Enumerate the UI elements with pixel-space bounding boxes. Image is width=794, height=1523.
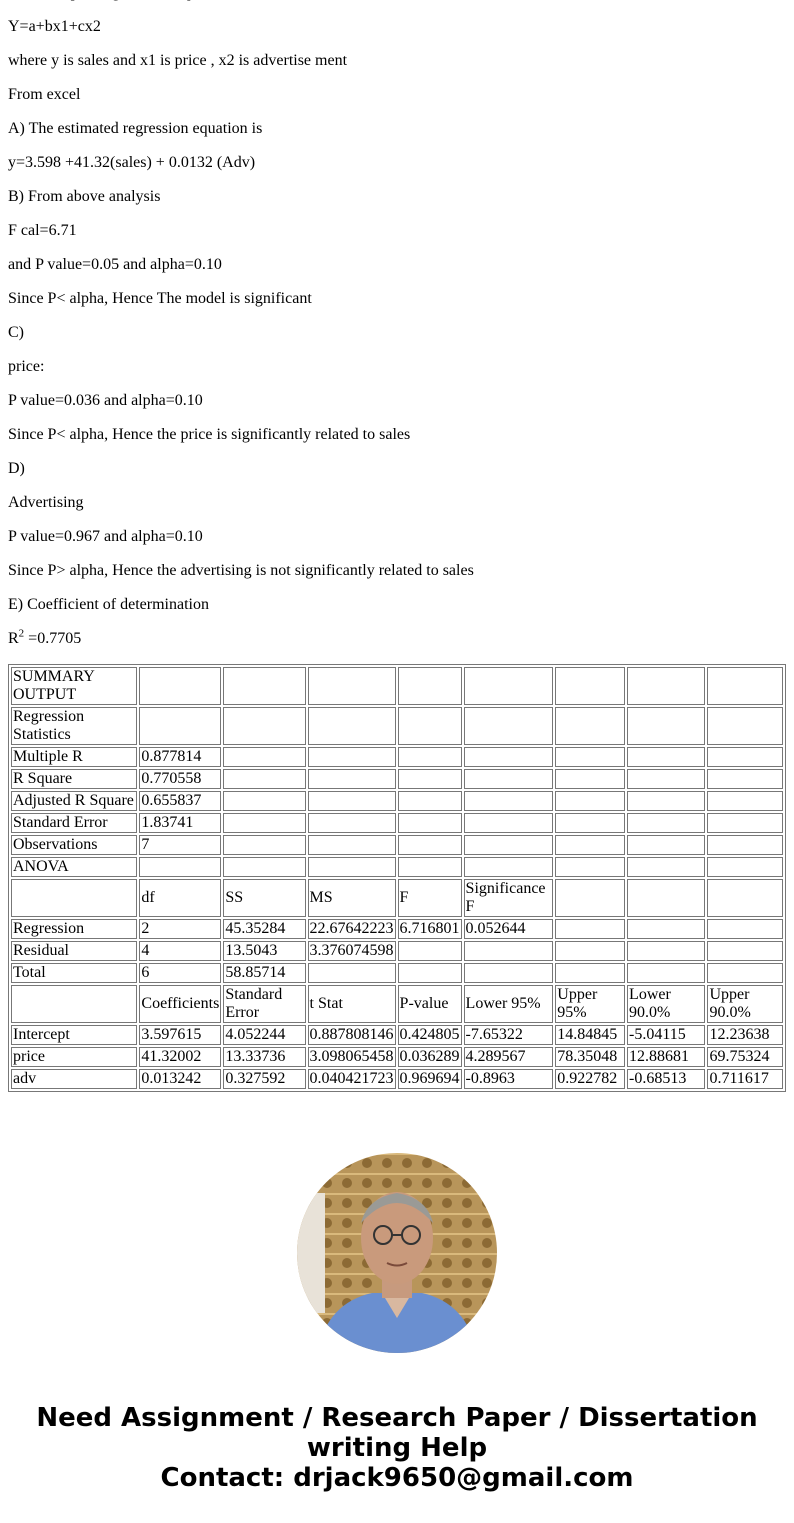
paragraph: E) Coefficient of determination — [8, 596, 209, 613]
table-cell — [464, 667, 554, 705]
footer-contact: Contact: drjack9650@gmail.com — [160, 1463, 634, 1493]
table-cell — [627, 879, 705, 917]
table-cell — [223, 791, 305, 811]
table-cell: 4 — [139, 941, 221, 961]
table-cell — [707, 919, 783, 939]
table-cell — [707, 791, 783, 811]
table-cell — [223, 667, 305, 705]
table-cell — [398, 813, 462, 833]
table-cell — [627, 835, 705, 855]
footer-line-2: writing Help — [306, 1433, 488, 1463]
table-cell: 7 — [139, 835, 221, 855]
table-cell — [223, 813, 305, 833]
table-cell — [464, 941, 554, 961]
paragraph: and P value=0.05 and alpha=0.10 — [8, 256, 222, 273]
paragraph: P value=0.967 and alpha=0.10 — [8, 528, 203, 545]
table-cell — [707, 707, 783, 745]
table-cell — [139, 667, 221, 705]
table-cell — [555, 769, 625, 789]
table-cell — [627, 747, 705, 767]
table-cell: 0.655837 — [139, 791, 221, 811]
table-cell: 0.327592 — [223, 1069, 305, 1089]
paragraph: Since P< alpha, Hence The model is significant — [8, 290, 312, 307]
paragraph: D) — [8, 460, 25, 477]
table-cell: 0.052644 — [464, 919, 554, 939]
table-cell: -0.68513 — [627, 1069, 705, 1089]
table-cell — [464, 835, 554, 855]
table-cell — [555, 941, 625, 961]
table-cell — [464, 813, 554, 833]
footer-line-1: Need Assignment / Research Paper / Dissertation — [36, 1403, 758, 1433]
table-cell: R Square — [11, 769, 137, 789]
paragraph: Y=a+bx1+cx2 — [8, 18, 101, 35]
paragraph: C) — [8, 324, 24, 341]
answer-text — [8, 0, 786, 614]
table-cell: Lower 90.0% — [627, 985, 705, 1023]
table-cell: 3.376074598 — [309, 942, 394, 959]
table-cell — [707, 769, 783, 789]
table-cell — [398, 835, 462, 855]
table-row — [11, 941, 783, 961]
table-row — [11, 707, 783, 745]
table-cell — [398, 791, 462, 811]
document-body — [8, 0, 786, 1092]
table-cell — [555, 813, 625, 833]
table-cell — [627, 791, 705, 811]
table-cell: SS — [223, 879, 305, 917]
table-cell — [139, 707, 221, 745]
table-cell: 13.5043 — [223, 941, 305, 961]
table-cell — [555, 857, 625, 877]
table-cell — [464, 963, 554, 983]
table-cell: 78.35048 — [555, 1047, 625, 1067]
table-row — [11, 985, 783, 1023]
table-cell — [308, 963, 396, 983]
table-cell: 0.877814 — [139, 747, 221, 767]
table-cell: df — [139, 879, 221, 917]
table-cell — [11, 985, 137, 1023]
table-cell: 22.67642223 — [309, 920, 394, 937]
table-cell: price — [11, 1047, 137, 1067]
footer-banner — [0, 1403, 794, 1493]
table-cell — [555, 667, 625, 705]
table-cell — [398, 707, 462, 745]
table-cell — [308, 667, 396, 705]
table-cell: F — [398, 879, 462, 917]
table-cell: Standard Error — [223, 985, 305, 1023]
table-cell — [627, 813, 705, 833]
table-cell: Upper 95% — [555, 985, 625, 1023]
table-cell: 12.88681 — [627, 1047, 705, 1067]
r-squared-line: $R^2 =0.7705$ — [8, 627, 82, 647]
table-cell — [464, 707, 554, 745]
table-cell: -7.65322 — [464, 1025, 554, 1045]
table-cell: 3.098065458 — [309, 1048, 394, 1065]
table-cell — [707, 879, 783, 917]
table-cell: Adjusted R Square — [11, 791, 137, 811]
table-cell: Standard Error — [11, 813, 137, 833]
paragraph: From excel — [8, 86, 81, 103]
paragraph: A) The estimated regression equation is — [8, 120, 263, 137]
table-cell — [308, 791, 396, 811]
table-cell: Residual — [11, 941, 137, 961]
table-cell — [223, 747, 305, 767]
table-cell — [555, 747, 625, 767]
table-cell: 0.013242 — [139, 1069, 221, 1089]
table-cell: 6 — [139, 963, 221, 983]
table-cell: ANOVA — [11, 857, 137, 877]
table-row — [11, 747, 783, 767]
paragraph: B) From above analysis — [8, 188, 161, 205]
table-row — [11, 1069, 783, 1089]
paragraph: F cal=6.71 — [8, 222, 77, 239]
table-cell — [398, 747, 462, 767]
table-cell: Lower 95% — [464, 985, 554, 1023]
table-row — [11, 857, 783, 877]
table-cell: 41.32002 — [139, 1047, 221, 1067]
table-cell — [555, 963, 625, 983]
table-row — [11, 879, 783, 917]
table-cell — [555, 707, 625, 745]
table-cell: 45.35284 — [223, 919, 305, 939]
table-cell: 58.85714 — [223, 963, 305, 983]
table-cell — [139, 857, 221, 877]
table-cell: 14.84845 — [555, 1025, 625, 1045]
table-cell — [398, 667, 462, 705]
table-cell: Regression Statistics — [11, 707, 137, 745]
table-cell — [707, 963, 783, 983]
table-cell — [464, 769, 554, 789]
table-cell — [707, 941, 783, 961]
table-cell: 4.289567 — [464, 1047, 554, 1067]
table-cell: 0.036289 — [399, 1048, 460, 1065]
table-cell: 2 — [139, 919, 221, 939]
table-cell — [627, 919, 705, 939]
table-cell: 12.23638 — [707, 1025, 783, 1045]
table-row — [11, 919, 783, 939]
table-cell — [555, 791, 625, 811]
table-cell — [464, 791, 554, 811]
table-cell — [555, 879, 625, 917]
table-cell — [707, 835, 783, 855]
paragraph: Since P> alpha, Hence the advertising is not significantly related to sales — [8, 562, 474, 579]
table-cell: MS — [308, 879, 396, 917]
table-cell: 13.33736 — [223, 1047, 305, 1067]
table-cell — [223, 857, 305, 877]
table-cell — [308, 835, 396, 855]
table-row — [11, 1047, 783, 1067]
table-cell: 0.887808146 — [309, 1026, 394, 1043]
table-cell: 1.83741 — [139, 813, 221, 833]
table-cell — [223, 707, 305, 745]
table-cell: -5.04115 — [627, 1025, 705, 1045]
table-cell — [308, 769, 396, 789]
table-row — [11, 791, 783, 811]
table-cell — [707, 857, 783, 877]
table-cell: 0.424805 — [399, 1026, 460, 1043]
table-cell — [11, 879, 137, 917]
paragraph: where y is sales and x1 is price , x2 is advertise ment — [8, 52, 348, 69]
table-cell — [398, 857, 462, 877]
table-cell — [398, 963, 462, 983]
table-cell — [627, 857, 705, 877]
table-row — [11, 769, 783, 789]
table-row — [11, 1025, 783, 1045]
paragraph: price: — [8, 358, 45, 375]
table-cell — [555, 919, 625, 939]
table-cell — [627, 707, 705, 745]
table-cell: Observations — [11, 835, 137, 855]
paragraph: P value=0.036 and alpha=0.10 — [8, 392, 203, 409]
table-cell: -0.8963 — [464, 1069, 554, 1089]
table-row — [11, 667, 783, 705]
table-cell — [627, 667, 705, 705]
table-cell: 0.040421723 — [309, 1070, 394, 1087]
table-cell — [464, 747, 554, 767]
table-cell: Total — [11, 963, 137, 983]
table-cell — [464, 857, 554, 877]
table-cell — [308, 747, 396, 767]
summary-output-table — [8, 664, 786, 1092]
table-cell: 3.597615 — [139, 1025, 221, 1045]
table-cell: Regression — [11, 919, 137, 939]
table-cell: 0.922782 — [555, 1069, 625, 1089]
table-cell — [398, 941, 462, 961]
table-cell: Multiple R — [11, 747, 137, 767]
table-cell — [398, 769, 462, 789]
table-cell — [223, 769, 305, 789]
paragraph: Since P< alpha, Hence the price is significantly related to sales — [8, 426, 411, 443]
table-cell: 6.716801 — [399, 920, 460, 937]
table-cell: Upper 90.0% — [707, 985, 783, 1023]
paragraph: Advertising — [8, 494, 84, 511]
table-cell — [707, 667, 783, 705]
table-cell — [707, 747, 783, 767]
table-cell — [308, 707, 396, 745]
table-cell — [627, 769, 705, 789]
table-cell: 0.711617 — [707, 1069, 783, 1089]
table-cell: P-value — [398, 985, 462, 1023]
table-cell: Coefficients — [139, 985, 221, 1023]
table-cell: Significance F — [464, 879, 554, 917]
table-cell: 4.052244 — [223, 1025, 305, 1045]
table-cell — [308, 857, 396, 877]
table-cell: t Stat — [308, 985, 396, 1023]
author-photo — [297, 1153, 497, 1353]
table-cell: 0.770558 — [139, 769, 221, 789]
paragraph: y=3.598 +41.32(sales) + 0.0132 (Adv) — [8, 154, 256, 171]
table-cell: 69.75324 — [707, 1047, 783, 1067]
paragraph — [8, 0, 786, 2]
table-cell — [627, 963, 705, 983]
table-row — [11, 835, 783, 855]
table-cell — [223, 835, 305, 855]
table-cell: Intercept — [11, 1025, 137, 1045]
table-cell: 0.969694 — [399, 1070, 460, 1087]
table-cell — [627, 941, 705, 961]
table-cell — [308, 813, 396, 833]
table-cell: SUMMARY OUTPUT — [11, 667, 137, 705]
table-cell — [707, 813, 783, 833]
table-cell — [555, 835, 625, 855]
table-cell: adv — [11, 1069, 137, 1089]
table-row — [11, 813, 783, 833]
table-row — [11, 963, 783, 983]
